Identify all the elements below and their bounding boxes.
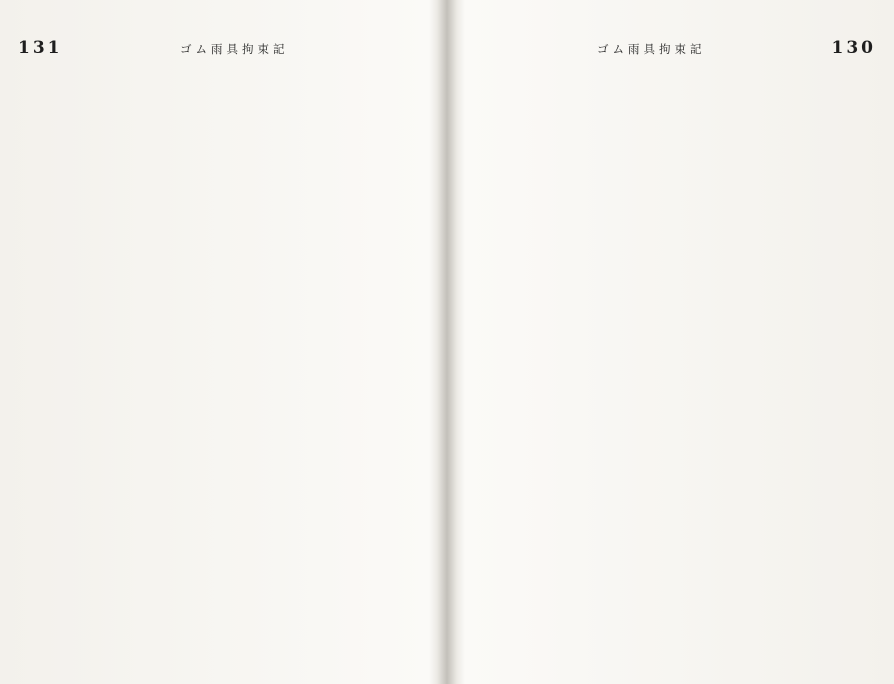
page-number: 131 — [18, 38, 63, 58]
body-text — [30, 72, 422, 642]
page-number: 130 — [831, 38, 876, 58]
running-header: ゴム雨具拘束記 — [180, 42, 289, 56]
body-text — [472, 72, 872, 642]
running-header: ゴム雨具拘束記 — [597, 42, 706, 56]
right-page — [447, 0, 894, 684]
gutter-shadow — [437, 0, 457, 684]
